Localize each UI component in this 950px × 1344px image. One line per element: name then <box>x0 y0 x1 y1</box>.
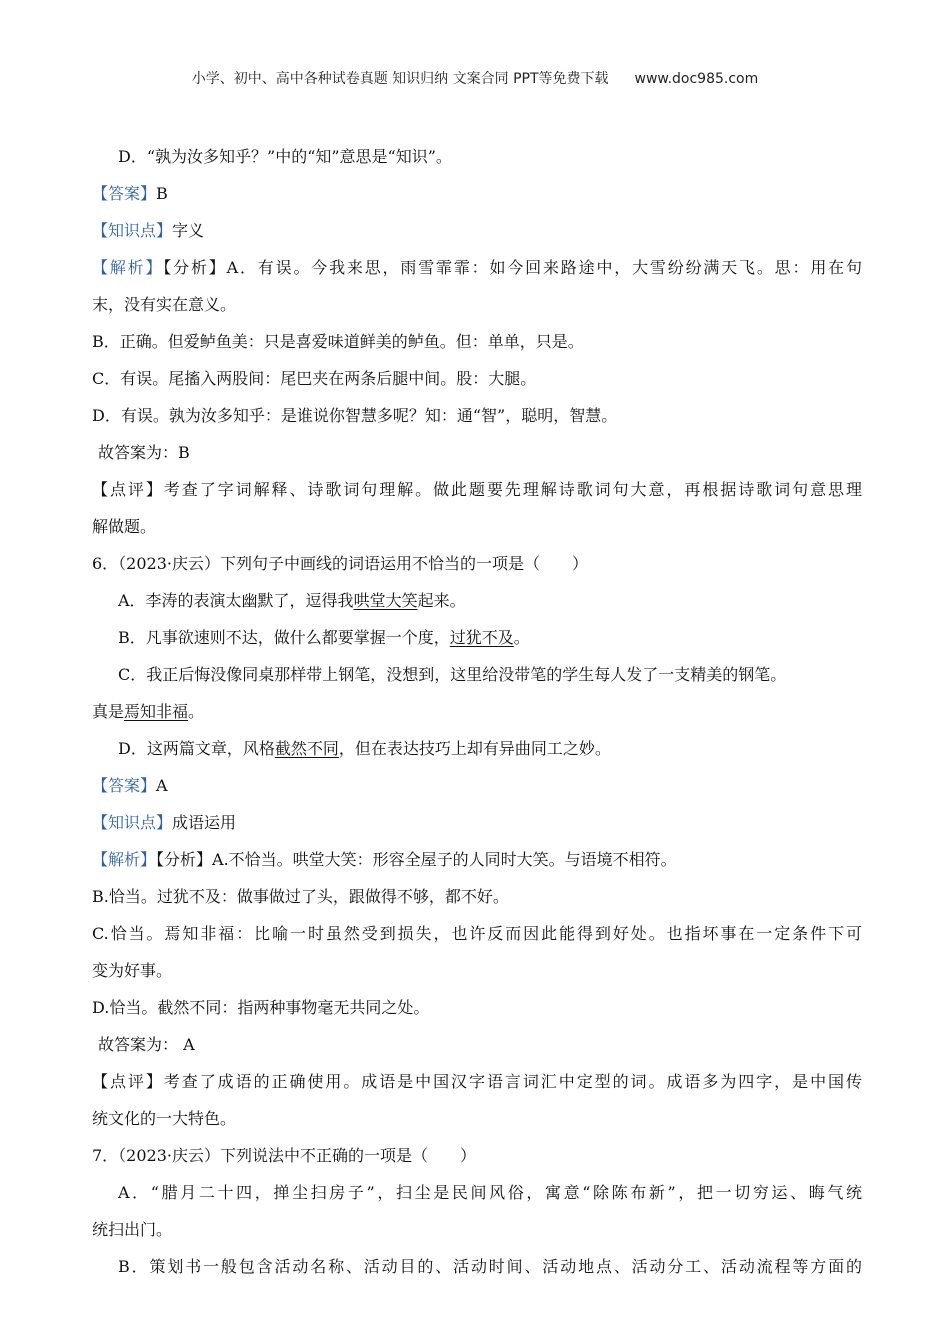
q6-comment-line2: 统文化的一大特色。 <box>92 1109 237 1128</box>
q6-stem: 6．（2023·庆云）下列句子中画线的词语运用不恰当的一项是（ ） <box>92 554 588 573</box>
q5-comment-line2: 解做题。 <box>92 517 157 536</box>
q7-option-b-line1: B．策划书一般包含活动名称、活动目的、活动时间、活动地点、活动分工、活动流程等方面的 <box>118 1257 862 1276</box>
q5-option-d: D．“孰为汝多知乎？”中的“知”意思是“知识”。 <box>118 147 452 166</box>
q5-analysis-line2: 末，没有实在意义。 <box>92 295 237 314</box>
option-text: A．李涛的表演太幽默了，逗得我 <box>118 591 354 610</box>
analysis-text: 【分析】A.不恰当。哄堂大笑：形容全屋子的人同时大笑。与语境不相符。 <box>156 850 677 869</box>
header-text: 小学、初中、高中各种试卷真题 知识归纳 文案合同 PPT等免费下载 <box>191 71 609 87</box>
q6-option-a <box>92 582 862 619</box>
analysis-text: 【分析】A．有误。今我来思，雨雪霏霏：如今回来路途中，大雪纷纷满天飞。思：用在句 <box>163 258 862 277</box>
q6-analysis-c-line2: 变为好事。 <box>92 961 173 980</box>
option-text: 起来。 <box>417 591 466 610</box>
q6-option-c-line2 <box>92 693 862 730</box>
underlined-idiom: 哄堂大笑 <box>353 591 418 610</box>
q6-conclusion: 故答案为： A <box>98 1035 195 1054</box>
knowledge-point-tag: 【知识点】 <box>92 813 173 832</box>
analysis-tag: 【解析】 <box>92 258 164 277</box>
q5-analysis-line1 <box>92 249 862 286</box>
option-text: 。 <box>188 702 205 721</box>
q5-analysis-b: B．正确。但爱鲈鱼美：只是喜爱味道鲜美的鲈鱼。但：单单，只是。 <box>92 332 584 351</box>
document-body <box>92 138 862 1285</box>
q5-comment-line1: 【点评】考查了字词解释、诗歌词句理解。做此题要先理解诗歌词句大意，再根据诗歌词句意思理 <box>92 480 862 499</box>
q6-knowledge-point <box>92 804 862 841</box>
underlined-idiom: 截然不同 <box>274 739 339 758</box>
q6-analysis-c-line1: C.恰当。焉知非福：比喻一时虽然受到损失，也许反而因此能得到好处。也指坏事在一定条件下可 <box>92 924 862 943</box>
q6-comment-line1: 【点评】考查了成语的正确使用。成语是中国汉字语言词汇中定型的词。成语多为四字，是中国传 <box>92 1072 862 1091</box>
option-text: B．凡事欲速则不达，做什么都要掌握一个度， <box>118 628 450 647</box>
q5-analysis-c: C．有误。尾搐入两股间：尾巴夹在两条后腿中间。股：大腿。 <box>92 369 537 388</box>
answer-value: A <box>156 776 168 795</box>
q6-option-d <box>92 730 862 767</box>
underlined-idiom: 过犹不及 <box>449 628 514 647</box>
answer-value: B <box>156 184 168 203</box>
q6-option-b <box>92 619 862 656</box>
knowledge-point-tag: 【知识点】 <box>92 221 173 240</box>
q5-knowledge-point <box>92 212 862 249</box>
answer-tag: 【答案】 <box>92 184 157 203</box>
q7-option-a-line2: 统扫出门。 <box>92 1220 173 1239</box>
analysis-tag: 【解析】 <box>92 850 157 869</box>
answer-tag: 【答案】 <box>92 776 157 795</box>
q6-analysis-d: D.恰当。截然不同：指两种事物毫无共同之处。 <box>92 998 430 1017</box>
page-header <box>0 68 950 88</box>
q5-answer <box>92 175 862 212</box>
q6-answer <box>92 767 862 804</box>
underlined-idiom: 焉知非福 <box>124 702 189 721</box>
option-text: D．这两篇文章，风格 <box>118 739 275 758</box>
q7-stem: 7．（2023·庆云）下列说法中不正确的一项是（ ） <box>92 1146 476 1165</box>
q6-analysis-a <box>92 841 862 878</box>
knowledge-point-value: 成语运用 <box>172 813 237 832</box>
option-text: 。 <box>513 628 530 647</box>
q7-option-a-line1: A．“腊月二十四，掸尘扫房子”，扫尘是民间风俗，寓意“除陈布新”，把一切穷运、晦气统 <box>118 1183 862 1202</box>
q6-analysis-b: B.恰当。过犹不及：做事做过了头，跟做得不够，都不好。 <box>92 887 509 906</box>
q6-option-c-line1: C．我正后悔没像同桌那样带上钢笔，没想到，这里给没带笔的学生每人发了一支精美的钢笔。 <box>118 665 787 684</box>
option-text: 真是 <box>92 702 125 721</box>
knowledge-point-value: 字义 <box>172 221 205 240</box>
option-text: ，但在表达技巧上却有异曲同工之妙。 <box>338 739 611 758</box>
q5-conclusion: 故答案为：B <box>98 443 190 462</box>
q5-analysis-d: D．有误。孰为汝多知乎：是谁说你智慧多呢？知：通“智”，聪明，智慧。 <box>92 406 618 425</box>
header-site[interactable]: www.doc985.com <box>634 71 759 87</box>
